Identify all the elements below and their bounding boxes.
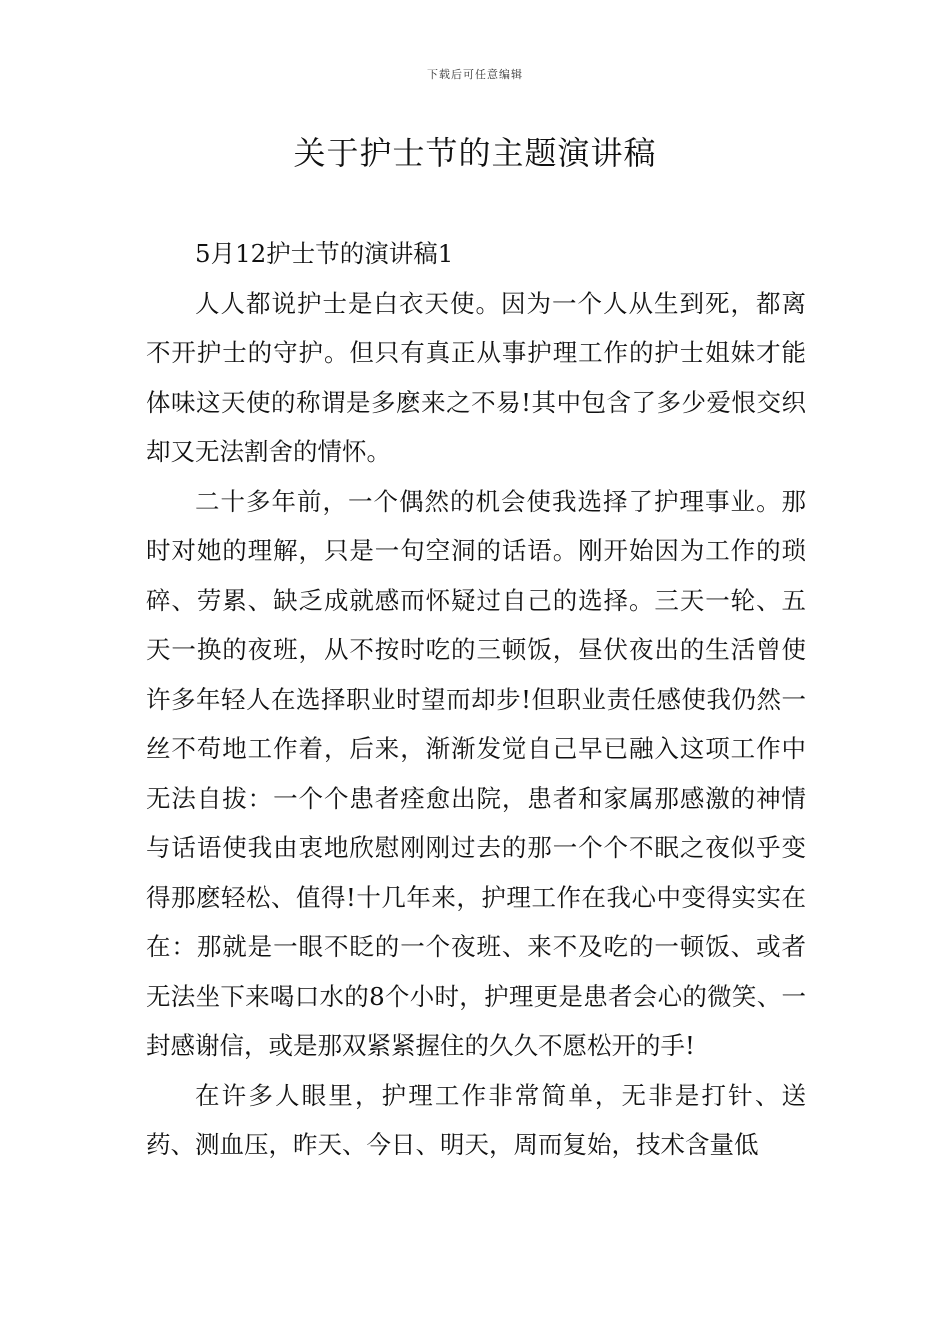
- paragraph: 人人都说护士是白衣天使。因为一个人从生到死，都离不开护士的守护。但只有真正从事护理工作的护士姐妹才能体味这天使的称谓是多麽来之不易!其中包含了多少爱恨交织却又无法割舍的情怀。: [146, 288, 806, 466]
- document-body: [146, 229, 806, 1170]
- paragraph: 在许多人眼里，护理工作非常简单，无非是打针、送药、测血压，昨天、今日、明天，周而复始，技术含量低: [146, 1080, 806, 1159]
- header-note: 下载后可任意编辑: [427, 68, 523, 81]
- paragraph: 二十多年前，一个偶然的机会使我选择了护理事业。那时对她的理解，只是一句空洞的话语。刚开始因为工作的琐碎、劳累、缺乏成就感而怀疑过自己的选择。三天一轮、五天一换的夜班，从不按时吃的三顿饭，昼伏夜出的生活曾使许多年轻人在选择职业时望而却步!但职业责任感使我仍然一丝不苟地工作着，后来，渐渐发觉自己早已融入这项工作中无法自拔：一个个患者痊愈出院，患者和家属那感激的神情与话语使我由衷地欣慰刚刚过去的那一个个不眠之夜似乎变得那麽轻松、值得!十几年来，护理工作在我心中变得实实在在：那就是一眼不眨的一个夜班、来不及吃的一顿饭、或者无法坐下来喝口水的8个小时，护理更是患者会心的微笑、一封感谢信，或是那双紧紧握住的久久不愿松开的手!: [146, 486, 806, 1060]
- section-subtitle: 5月12护士节的演讲稿1: [195, 239, 454, 268]
- document-title: 关于护士节的主题演讲稿: [293, 134, 657, 172]
